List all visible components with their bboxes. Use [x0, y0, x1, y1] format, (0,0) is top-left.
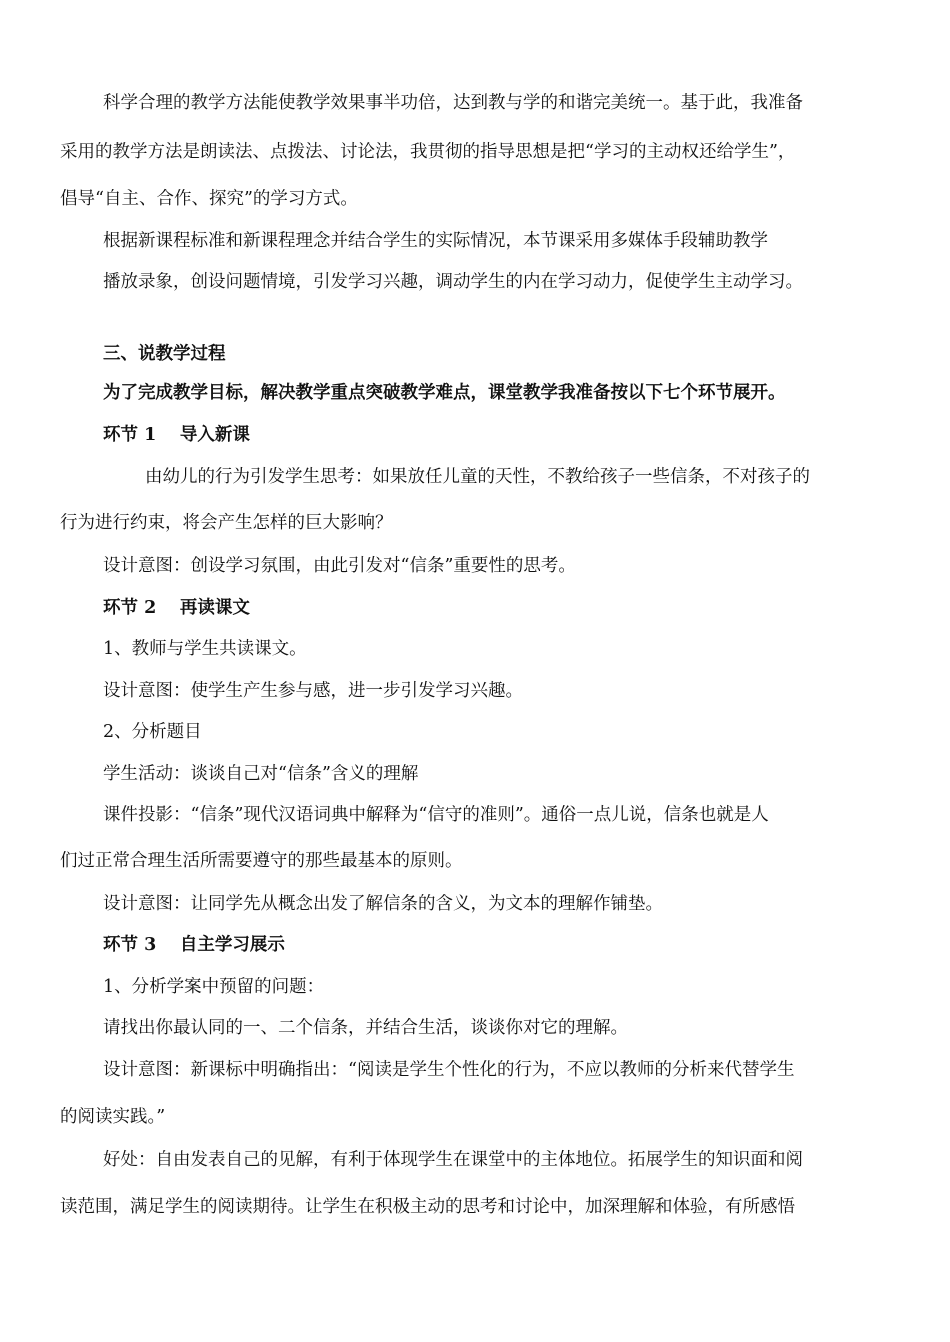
list-item: 2、分析题目	[103, 722, 202, 742]
design-intent: 设计意图：新课标中明确指出：“阅读是学生个性化的行为，不应以教师的分析来代替学生	[103, 1060, 795, 1080]
design-intent: 设计意图：让同学先从概念出发了解信条的含义，为文本的理解作铺垫。	[103, 894, 663, 914]
paragraph-line: 学生活动：谈谈自己对“信条”含义的理解	[103, 764, 419, 784]
section-intro: 为了完成教学目标，解决教学重点突破教学难点，课堂教学我准备按以下七个环节展开。	[103, 383, 786, 403]
paragraph-line: 根据新课程标准和新课程理念并结合学生的实际情况，本节课采用多媒体手段辅助教学	[103, 231, 768, 251]
paragraph-line: 的阅读实践。”	[60, 1107, 166, 1127]
list-item: 1、分析学案中预留的问题：	[103, 977, 325, 997]
step-heading: 环节 3 自主学习展示	[103, 935, 285, 955]
paragraph-line: 行为进行约束，将会产生怎样的巨大影响？	[60, 513, 393, 533]
paragraph-line: 科学合理的教学方法能使教学效果事半功倍，达到教与学的和谐完美统一。基于此，我准备	[103, 93, 803, 113]
list-item: 1、教师与学生共读课文。	[103, 639, 307, 659]
paragraph-line: 们过正常合理生活所需要遵守的那些最基本的原则。	[60, 851, 463, 871]
paragraph-line: 播放录象，创设问题情境，引发学习兴趣，调动学生的内在学习动力，促使学生主动学习。	[103, 272, 803, 292]
step-heading: 环节 1 导入新课	[103, 425, 250, 445]
paragraph-line: 读范围，满足学生的阅读期待。让学生在积极主动的思考和讨论中，加深理解和体验，有所感悟	[60, 1197, 795, 1217]
paragraph-line: 倡导“自主、合作、探究”的学习方式。	[60, 189, 358, 209]
paragraph-line: 采用的教学方法是朗读法、点拨法、讨论法，我贯彻的指导思想是把“学习的主动权还给学生”，	[60, 142, 796, 162]
section-heading: 三、说教学过程	[103, 344, 226, 364]
paragraph-line: 好处：自由发表自己的见解，有利于体现学生在课堂中的主体地位。拓展学生的知识面和阅	[103, 1150, 803, 1170]
paragraph-line: 由幼儿的行为引发学生思考：如果放任儿童的天性，不教给孩子一些信条，不对孩子的	[145, 467, 810, 487]
paragraph-line: 请找出你最认同的一、二个信条，并结合生活，谈谈你对它的理解。	[103, 1018, 628, 1038]
design-intent: 设计意图：创设学习氛围，由此引发对“信条”重要性的思考。	[103, 556, 576, 576]
paragraph-line: 课件投影：“信条”现代汉语词典中解释为“信守的准则”。通俗一点儿说，信条也就是人	[103, 805, 769, 825]
design-intent: 设计意图：使学生产生参与感，进一步引发学习兴趣。	[103, 681, 523, 701]
step-heading: 环节 2 再读课文	[103, 598, 250, 618]
